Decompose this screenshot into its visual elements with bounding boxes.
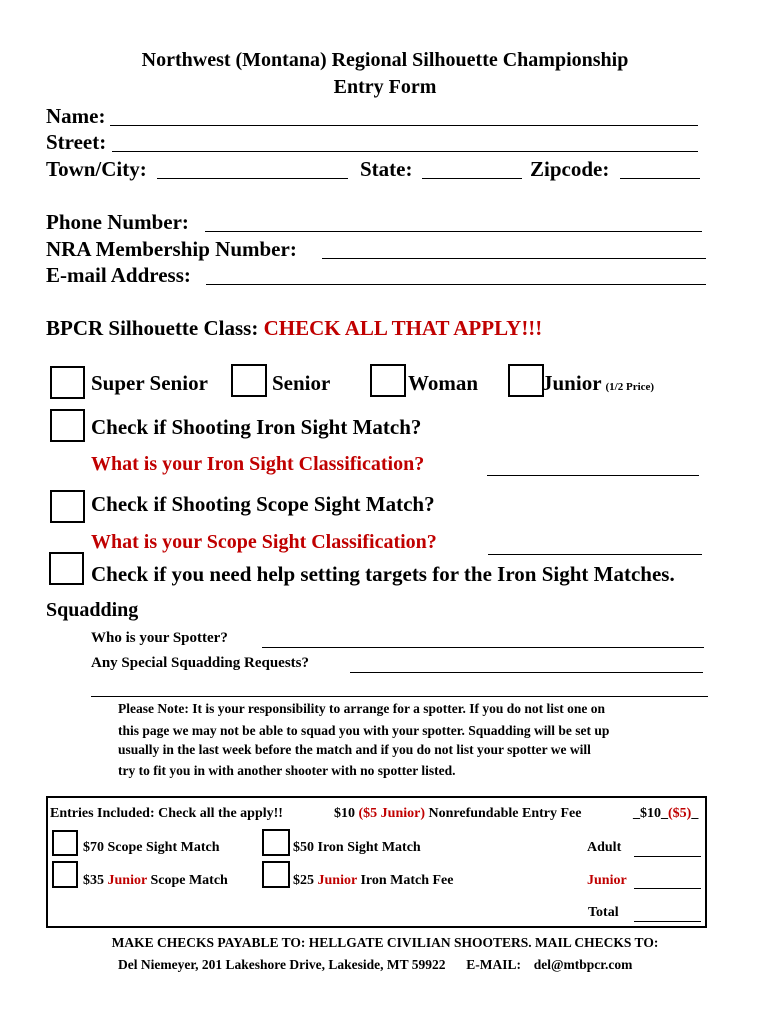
- class-heading: [46, 316, 542, 341]
- adult-label: Adult: [587, 840, 622, 855]
- iron25-label: $25 Junior Iron Match Fee: [293, 873, 454, 888]
- scope-sight-checkbox[interactable]: [50, 490, 85, 523]
- requests-field[interactable]: [350, 655, 703, 673]
- junior-option: [542, 371, 654, 396]
- spotter-note-line-2: this page we may not be able to squad you with your spotter. Squadding will be set up: [118, 723, 610, 738]
- requests-field-line2[interactable]: [91, 679, 708, 697]
- scope-sight-label: Check if Shooting Scope Sight Match?: [91, 492, 435, 516]
- help-targets-checkbox[interactable]: [49, 552, 84, 585]
- zip-label: Zipcode:: [530, 157, 610, 181]
- nra-label: NRA Membership Number:: [46, 237, 297, 261]
- name-field[interactable]: [110, 103, 698, 126]
- junior-label: Junior: [542, 371, 602, 395]
- junior-price-note: (1/2 Price): [605, 381, 655, 393]
- iron25-checkbox[interactable]: [262, 861, 290, 888]
- senior-checkbox[interactable]: [231, 364, 267, 397]
- name-label: Name:: [46, 104, 106, 128]
- iron-sight-label: Check if Shooting Iron Sight Match?: [91, 415, 422, 439]
- phone-label: Phone Number:: [46, 210, 189, 234]
- iron50-label: $50 Iron Sight Match: [293, 840, 421, 855]
- email-label-footer: E-MAIL:: [466, 957, 521, 972]
- street-label: Street:: [46, 130, 107, 154]
- iron-sight-checkbox[interactable]: [50, 409, 85, 442]
- total-amount-field[interactable]: [634, 904, 701, 922]
- spotter-note-line-1: Please Note: It is your responsibility to arrange for a spotter. If you do not list one on: [118, 701, 605, 716]
- spotter-field[interactable]: [262, 630, 704, 648]
- form-title: Northwest (Montana) Regional Silhouette Championship: [141, 49, 629, 71]
- nra-field[interactable]: [322, 236, 706, 259]
- woman-label: Woman: [408, 371, 479, 395]
- junior-checkbox[interactable]: [508, 364, 544, 397]
- class-label: BPCR Silhouette Class:: [46, 316, 259, 340]
- state-label: State:: [360, 157, 413, 181]
- town-label: Town/City:: [46, 157, 147, 181]
- state-field[interactable]: [422, 156, 522, 179]
- iron-classification-field[interactable]: [487, 453, 699, 476]
- address-text: Del Niemeyer, 201 Lakeshore Drive, Lakeside, MT 59922: [118, 957, 446, 972]
- scope35-checkbox[interactable]: [52, 861, 78, 888]
- squadding-heading: Squadding: [46, 599, 139, 621]
- total-label: Total: [588, 905, 619, 920]
- woman-checkbox[interactable]: [370, 364, 406, 397]
- adult-amount-field[interactable]: [634, 839, 701, 857]
- phone-field[interactable]: [205, 209, 702, 232]
- super-senior-checkbox[interactable]: [50, 366, 85, 399]
- iron-classification-label: What is your Iron Sight Classification?: [91, 453, 425, 475]
- scope-classification-label: What is your Scope Sight Classification?: [91, 531, 437, 553]
- checks-payable-note: MAKE CHECKS PAYABLE TO: HELLGATE CIVILIAN SHOOTERS. MAIL CHECKS TO:: [111, 935, 659, 950]
- street-field[interactable]: [112, 129, 698, 152]
- spotter-note-line-4: try to fit you in with another shooter with no spotter listed.: [118, 763, 456, 778]
- email-field[interactable]: [206, 262, 706, 285]
- mailing-address: [118, 957, 632, 973]
- check-all-note: CHECK ALL THAT APPLY!!!: [263, 316, 543, 340]
- town-field[interactable]: [157, 156, 348, 179]
- spotter-note-line-3: usually in the last week before the match and if you do not list your spotter we will: [118, 742, 591, 757]
- form-subtitle: Entry Form: [333, 76, 437, 98]
- scope-classification-field[interactable]: [488, 532, 702, 555]
- junior-fee-label: Junior: [587, 873, 627, 888]
- scope70-checkbox[interactable]: [52, 830, 78, 856]
- junior-amount-field[interactable]: [634, 871, 701, 889]
- scope70-label: $70 Scope Sight Match: [83, 840, 220, 855]
- scope35-label: $35 Junior Scope Match: [83, 873, 228, 888]
- senior-label: Senior: [272, 371, 331, 395]
- entries-header: Entries Included: Check all the apply!!: [50, 806, 283, 821]
- contact-email[interactable]: del@mtbpcr.com: [533, 957, 633, 972]
- requests-label: Any Special Squadding Requests?: [91, 655, 309, 671]
- entry-fee-label: $10 ($5 Junior) Nonrefundable Entry Fee: [334, 806, 582, 821]
- help-targets-label: Check if you need help setting targets for the Iron Sight Matches.: [91, 562, 675, 586]
- entry-fee-amount: _$10_($5)_: [633, 806, 699, 821]
- iron50-checkbox[interactable]: [262, 829, 290, 856]
- spotter-label: Who is your Spotter?: [91, 630, 228, 646]
- zip-field[interactable]: [620, 156, 700, 179]
- email-label: E-mail Address:: [46, 263, 191, 287]
- super-senior-label: Super Senior: [91, 371, 208, 395]
